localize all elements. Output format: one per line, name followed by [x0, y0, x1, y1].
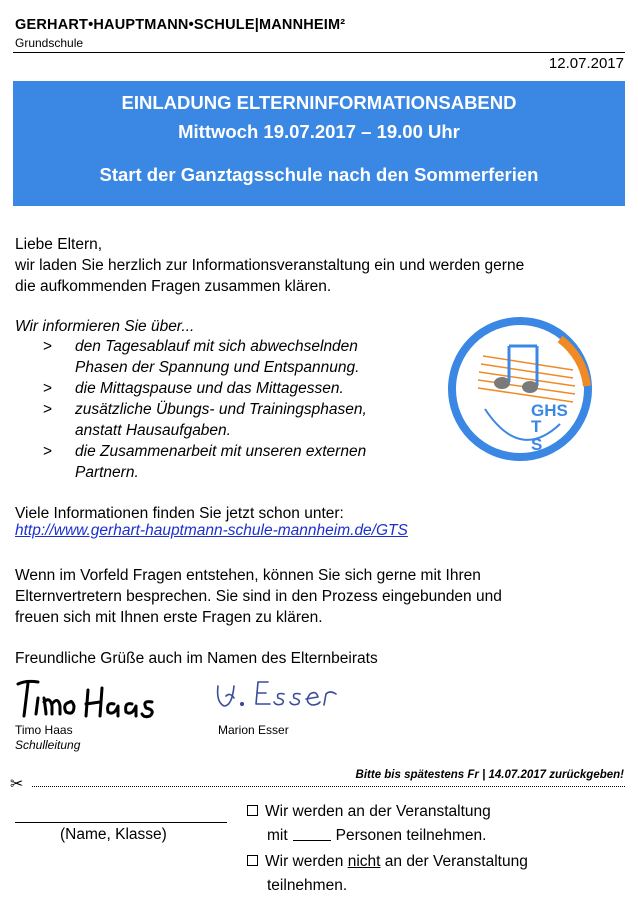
- logo-letter: S: [531, 435, 543, 454]
- gts-link[interactable]: http://www.gerhart-hauptmann-schule-mannheim.de/GTS: [15, 522, 408, 539]
- persons-count-field[interactable]: [293, 827, 331, 841]
- signer-name: Timo Haas: [15, 723, 73, 737]
- attend-option-label: Wir werden an der Veranstaltung: [265, 803, 491, 820]
- list-item-line: den Tagesablauf mit sich abwechselnden: [75, 338, 358, 355]
- decline-option: [247, 850, 528, 898]
- scissors-icon: ✂: [10, 776, 24, 793]
- greeting-paragraph: [15, 234, 524, 297]
- name-class-label: (Name, Klasse): [60, 826, 167, 843]
- questions-line-2: Elternvertretern besprechen. Sie sind in den Prozess eingebunden und: [15, 588, 502, 605]
- bullet-marker: >: [43, 380, 53, 397]
- list-item-line: Partnern.: [75, 464, 139, 481]
- list-item: [15, 441, 435, 483]
- bullet-marker: >: [43, 443, 53, 460]
- logo-accent-arc: [560, 339, 587, 386]
- decline-checkbox[interactable]: [247, 855, 258, 866]
- signer-role: Schulleitung: [15, 738, 81, 752]
- attend-option: [247, 800, 491, 848]
- banner-datetime: Mittwoch 19.07.2017 – 19.00 Uhr: [178, 121, 460, 142]
- questions-line-3: freuen sich mit Ihnen erste Fragen zu klären.: [15, 609, 323, 626]
- name-class-field[interactable]: [15, 822, 227, 823]
- banner-title: EINLADUNG ELTERNINFORMATIONSABEND: [121, 92, 517, 113]
- questions-line-1: Wenn im Vorfeld Fragen entstehen, können Sie sich gerne mit Ihren: [15, 567, 481, 584]
- return-deadline-note: Bitte bis spätestens Fr | 14.07.2017 zurückgeben!: [355, 769, 624, 781]
- list-item: [15, 378, 435, 399]
- school-logo: [445, 314, 595, 464]
- staff-lines: [478, 356, 575, 402]
- list-item-line: anstatt Hausaufgaben.: [75, 422, 231, 439]
- intro-line-1: wir laden Sie herzlich zur Informationsveranstaltung ein und werden gerne: [15, 257, 525, 274]
- decline-option-prefix: Wir werden: [265, 853, 344, 870]
- closing-regards: Freundliche Grüße auch im Namen des Elternbeirats: [15, 650, 378, 667]
- list-item-line: die Zusammenarbeit mit unseren externen: [75, 443, 367, 460]
- logo-letters: GHS: [531, 401, 568, 420]
- document-date: 12.07.2017: [548, 55, 624, 72]
- topics-list: [15, 336, 435, 483]
- invitation-banner: [13, 81, 625, 206]
- school-type: Grundschule: [15, 36, 84, 50]
- attend-option-prefix: mit: [267, 827, 288, 844]
- signature-marion-esser: [212, 676, 352, 716]
- decline-option-suffix: an der Veranstaltung: [384, 853, 528, 870]
- list-item-line: Phasen der Spannung und Entspannung.: [75, 359, 360, 376]
- list-item-line: zusätzliche Übungs- und Trainingsphasen,: [75, 401, 367, 418]
- questions-paragraph: [15, 565, 502, 628]
- attend-option-suffix: Personen teilnehmen.: [335, 827, 487, 844]
- signer-name: Marion Esser: [218, 723, 289, 737]
- logo-letter: T: [531, 417, 542, 436]
- cut-line: [32, 786, 625, 787]
- decline-option-line-2: teilnehmen.: [267, 877, 348, 894]
- decline-option-emphasis: nicht: [347, 853, 381, 870]
- bullet-marker: >: [43, 338, 53, 355]
- attend-checkbox[interactable]: [247, 805, 258, 816]
- signature-timo-haas: [14, 676, 174, 722]
- list-item: [15, 336, 435, 378]
- intro-line-2: die aufkommenden Fragen zusammen klären.: [15, 278, 332, 295]
- bullet-marker: >: [43, 401, 53, 418]
- salutation: Liebe Eltern,: [15, 236, 103, 253]
- info-text: Viele Informationen finden Sie jetzt schon unter:: [15, 505, 344, 522]
- banner-subtitle: Start der Ganztagsschule nach den Sommerferien: [99, 164, 539, 185]
- list-item-line: die Mittagspause und das Mittagessen.: [75, 380, 344, 397]
- list-item: [15, 399, 435, 441]
- school-name: GERHART•HAUPTMANN•SCHULE|MANNHEIM²: [15, 17, 346, 33]
- topics-heading: Wir informieren Sie über...: [15, 318, 195, 335]
- header-divider: [13, 52, 625, 53]
